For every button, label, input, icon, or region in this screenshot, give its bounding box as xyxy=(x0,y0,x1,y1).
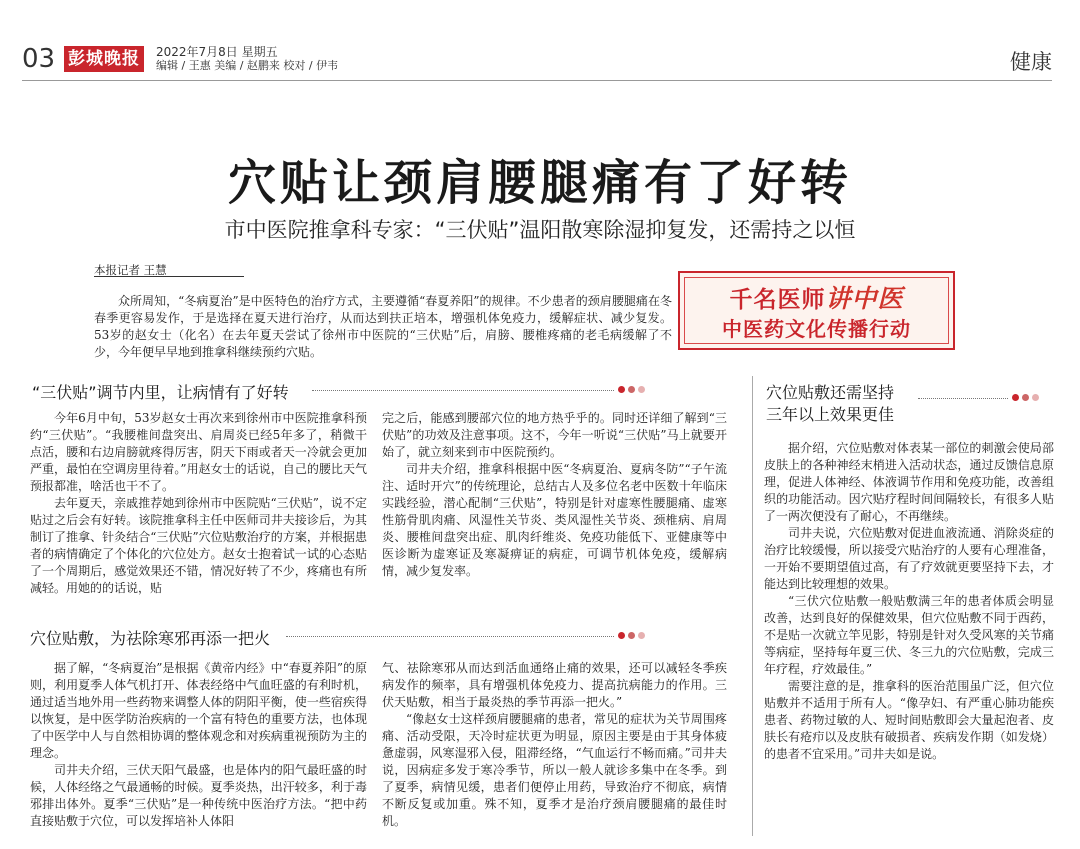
paragraph: 据介绍，穴位贴敷对体表某一部位的刺激会使局部皮肤上的各种神经末梢进入活动状态，通过反馈信息原理，促进人体神经、体液调节作用和免疫功能，改善组织的功能活动。因穴贴疗程时间间隔较长，有很多人贴了一两次便没有了耐心，不再继续。 xyxy=(764,441,1054,523)
byline: 本报记者 王慧 xyxy=(94,263,167,277)
paragraph: 今年6月中旬，53岁赵女士再次来到徐州市中医院推拿科预约“三伏贴”。“我腰椎间盘突出、肩周炎已经5年多了，稍微干点活，腰和右边肩膀就疼得厉害，阴天下雨或者天一冷就会更加严重，最怕在空调房里待着。”用赵女士的话说，自己的腰比天气预报都准，啥活也干不了。 xyxy=(30,411,367,493)
page-number: 03 xyxy=(22,44,56,74)
paragraph: 司井夫介绍，推拿科根据中医“冬病夏治、夏病冬防”“子午流注、适时开穴”的传统理论，总结古人及多位名老中医数十年临床实践经验，潜心配制“三伏贴”，特别是针对虚寒性腰腿痛、虚寒性筋骨肌肉痛、风湿性关节炎、类风湿性关节炎、颈椎病、肩周炎、腰椎间盘突出症、肌肉纤维炎、免疫功能低下、亚健康等中医诊断为虚寒证及寒凝痹证的病症，可调节机体免疫，缓解病情，减少复发率。 xyxy=(382,462,727,578)
section-3-heading-line-1: 穴位贴敷还需坚持 xyxy=(766,383,895,402)
issue-date: 2022年7月8日 星期五 xyxy=(156,45,278,59)
section-2-dots xyxy=(618,632,645,639)
section-2-column-1 xyxy=(30,660,367,830)
dot xyxy=(628,386,635,393)
paragraph: 需要注意的是，推拿科的医治范围虽广泛，但穴位贴敷并不适用于所有人。“像孕妇、有严重心肺功能疾患者、药物过敏的人、短时间贴敷即会大量起泡者、皮肤长有疮疖以及皮肤有破损者、疾病发作期（如发烧）的患者不宜采用。”司井夫如是说。 xyxy=(764,679,1054,761)
dot xyxy=(628,632,635,639)
section-3-dots xyxy=(1012,394,1039,401)
dot xyxy=(618,386,625,393)
headline: 穴贴让颈肩腰腿痛有了好转 xyxy=(227,155,852,211)
subheadline: 市中医院推拿科专家：“三伏贴”温阳散寒除湿抑复发，还需持之以恒 xyxy=(224,218,856,242)
section-3-column xyxy=(764,440,1054,763)
campaign-banner xyxy=(678,271,955,350)
paragraph: 完之后，能感到腰部穴位的地方热乎乎的。同时还详细了解到“三伏贴”的功效及注意事项。这不，今年一听说“三伏贴”马上就要开始了，就立刻来到市中医院预约。 xyxy=(382,411,727,459)
byline-underline xyxy=(94,276,244,277)
section-3-heading-line-2: 三年以上效果更佳 xyxy=(766,405,895,424)
banner-line-1 xyxy=(680,279,953,315)
paragraph: 据了解，“冬病夏治”是根据《黄帝内经》中“春夏养阳”的原则，利用夏季人体气机打开、体表经络中气血旺盛的有利时机，通过适当地外用一些药物来调整人体的阴阳平衡，使一些宿疾得以恢复，是中医学防治疾病的一个富有特色的重要方法，也体现了中医学中人与自然相协调的整体观念和对疾病重视预防为主的理念。 xyxy=(30,661,367,760)
section-3-dotted-rule xyxy=(918,398,1008,399)
section-3-heading xyxy=(766,382,894,426)
header-divider xyxy=(22,80,1052,81)
section-2-heading: 穴位贴敷，为祛除寒邪再添一把火 xyxy=(30,629,271,648)
section-1-column-2 xyxy=(382,410,727,580)
paragraph: 去年夏天，亲戚推荐她到徐州市中医院贴“三伏贴”，说不定贴过之后会有好转。该院推拿科主任中医师司井夫接诊后，为其制订了推拿、针灸结合“三伏贴”穴位贴敷治疗的方案，并根据患者的病情确定了个体化的穴位处方。赵女士抱着试一试的心态贴了一个周期后，感觉效果还不错，情况好转了不少，疼痛也有所减轻。用她的的话说，贴 xyxy=(30,496,367,595)
column-divider xyxy=(752,376,753,836)
section-1-heading: “三伏贴”调节内里，让病情有了好转 xyxy=(32,383,289,402)
paragraph: 气、祛除寒邪从而达到活血通络止痛的效果，还可以减轻冬季疾病发作的频率，具有增强机体免疫力、提高抗病能力的作用。三伏天贴敷，相当于最炎热的季节再添一把火。” xyxy=(382,661,727,709)
dot xyxy=(1012,394,1019,401)
dot xyxy=(1022,394,1029,401)
dot xyxy=(638,632,645,639)
paragraph: “三伏穴位贴敷一般贴敷满三年的患者体质会明显改善，达到良好的保健效果，但穴位贴敷不同于西药，不是贴一次就立竿见影，特别是针对久受风寒的关节痛等病症，坚持每年夏三伏、冬三九的穴位贴敷，完成三年疗程，疗效最佳。” xyxy=(764,594,1054,676)
section-2-column-2 xyxy=(382,660,727,830)
dot xyxy=(618,632,625,639)
banner-line-1b: 讲中医 xyxy=(825,284,904,313)
paragraph: 司井夫说，穴位贴敷对促进血液流通、消除炎症的治疗比较缓慢，所以接受穴贴治疗的人要有心理准备，一开始不要期望值过高，有了疗效就更要坚持下去，才能达到比较理想的效果。 xyxy=(764,526,1054,591)
editor-credits: 编辑 / 王惠 美编 / 赵鹏来 校对 / 伊韦 xyxy=(156,59,339,72)
dot xyxy=(638,386,645,393)
newspaper-logo: 彭城晚报 xyxy=(64,46,144,72)
lead-paragraph: 众所周知，“冬病夏治”是中医特色的治疗方式，主要遵循“春夏养阳”的规律。不少患者的颈肩腰腿痛在冬春季更容易发作，于是选择在夏天进行治疗，从而达到扶正培本，增强机体免疫力，缓解症状、减少复发。53岁的赵女士（化名）在去年夏天尝试了徐州市中医院的“三伏贴”后，肩膀、腰椎疼痛的老毛病缓解了不少，今年便早早地到推拿科继续预约穴贴。 xyxy=(94,294,672,359)
section-1-dots xyxy=(618,386,645,393)
paragraph: 司井夫介绍，三伏天阳气最盛，也是体内的阳气最旺盛的时候，人体经络之气最通畅的时候。夏季炎热，出汗较多，利于毒邪排出体外。夏季“三伏贴”是一种传统中医治疗方法。“把中药直接贴敷于穴位，可以发挥培补人体阳 xyxy=(30,763,367,828)
section-2-dotted-rule xyxy=(286,636,614,637)
section-1-column-1 xyxy=(30,410,367,597)
banner-line-2: 中医药文化传播行动 xyxy=(722,317,911,341)
paragraph: “像赵女士这样颈肩腰腿痛的患者，常见的症状为关节周围疼痛、活动受限，天冷时症状更为明显，原因主要是由于其身体疲惫虚弱，风寒湿邪入侵，阻滞经络，“气血运行不畅而痛。”司井夫说，因病症多发于寒冷季节，所以一般人就诊多集中在冬季。到了夏季，病情见缓，患者们便停止用药，导致治疗不彻底，病情不断反复或加重。殊不知，夏季才是治疗颈肩腰腿痛的最佳时机。 xyxy=(382,712,727,828)
dot xyxy=(1032,394,1039,401)
banner-line-1a: 千名医师 xyxy=(729,286,826,313)
section-tag: 健康 xyxy=(1010,50,1052,74)
section-1-dotted-rule xyxy=(312,390,614,391)
header-info xyxy=(156,45,338,73)
